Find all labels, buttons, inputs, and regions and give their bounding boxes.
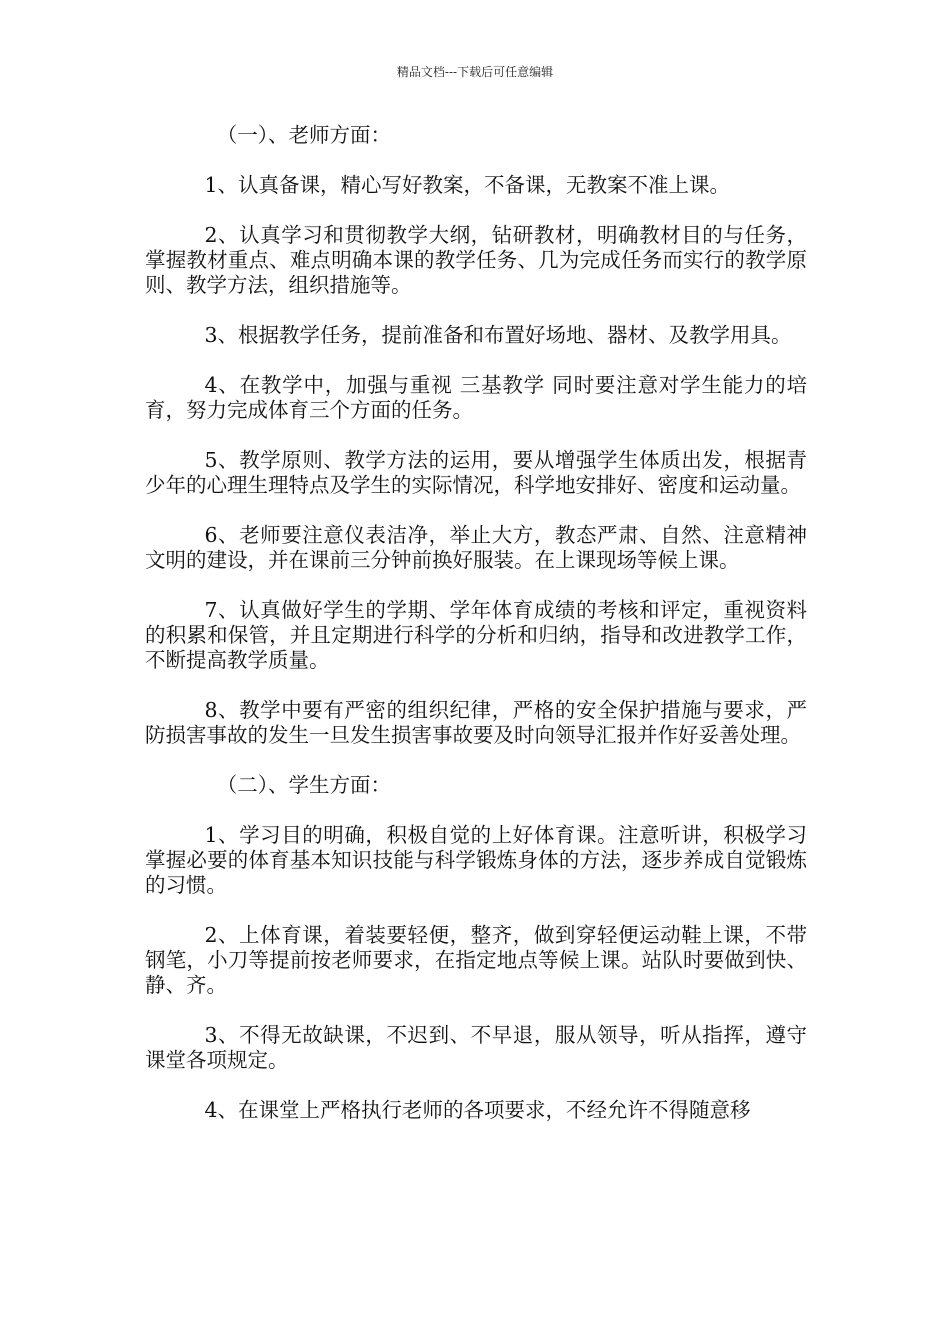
paragraph: 1、学习目的明确，积极自觉的上好体育课。注意听讲，积极学习掌握必要的体育基本知识技能与科学锻炼身体的方法，逐步养成自觉锻炼的习惯。 [145, 823, 807, 897]
paragraph: 4、在课堂上严格执行老师的各项要求，不经允许不得随意移 [204, 1098, 751, 1122]
document-body [145, 123, 807, 1148]
paragraph: 6、老师要注意仪表洁净，举止大方，教态严肃、自然、注意精神文明的建设，并在课前三分钟前换好服装。在上课现场等候上课。 [145, 523, 807, 572]
paragraph: 8、教学中要有严密的组织纪律，严格的安全保护措施与要求，严防损害事故的发生一旦发生损害事故要及时向领导汇报并作好妥善处理。 [145, 698, 807, 747]
paragraph: 5、教学原则、教学方法的运用，要从增强学生体质出发，根据青少年的心理生理特点及学生的实际情况，科学地安排好、密度和运动量。 [145, 448, 807, 497]
paragraph: 2、认真学习和贯彻教学大纲，钻研教材，明确教材目的与任务，掌握教材重点、难点明确本课的教学任务、几为完成任务而实行的教学原则、教学方法，组织措施等。 [145, 223, 807, 297]
paragraph: 7、认真做好学生的学期、学年体育成绩的考核和评定，重视资料的积累和保管，并且定期进行科学的分析和归纳，指导和改进教学工作，不断提高教学质量。 [145, 598, 807, 672]
paragraph: 3、根据教学任务，提前准备和布置好场地、器材、及教学用具。 [204, 323, 792, 347]
page-header: 精品文档---下载后可任意编辑 [396, 65, 554, 79]
section-heading: （一）、老师方面： [216, 123, 391, 147]
paragraph: 3、不得无故缺课，不迟到、不早退，服从领导，听从指挥，遵守课堂各项规定。 [145, 1023, 807, 1072]
paragraph: 1、认真备课，精心写好教案，不备课，无教案不准上课。 [204, 173, 730, 197]
paragraph: 4、在教学中，加强与重视 三基教学 同时要注意对学生能力的培育，努力完成体育三个方面的任务。 [145, 373, 807, 422]
paragraph: 2、上体育课，着装要轻便，整齐，做到穿轻便运动鞋上课，不带钢笔，小刀等提前按老师要求，在指定地点等候上课。站队时要做到快、静、齐。 [145, 923, 807, 997]
section-heading: （二）、学生方面： [216, 773, 391, 797]
